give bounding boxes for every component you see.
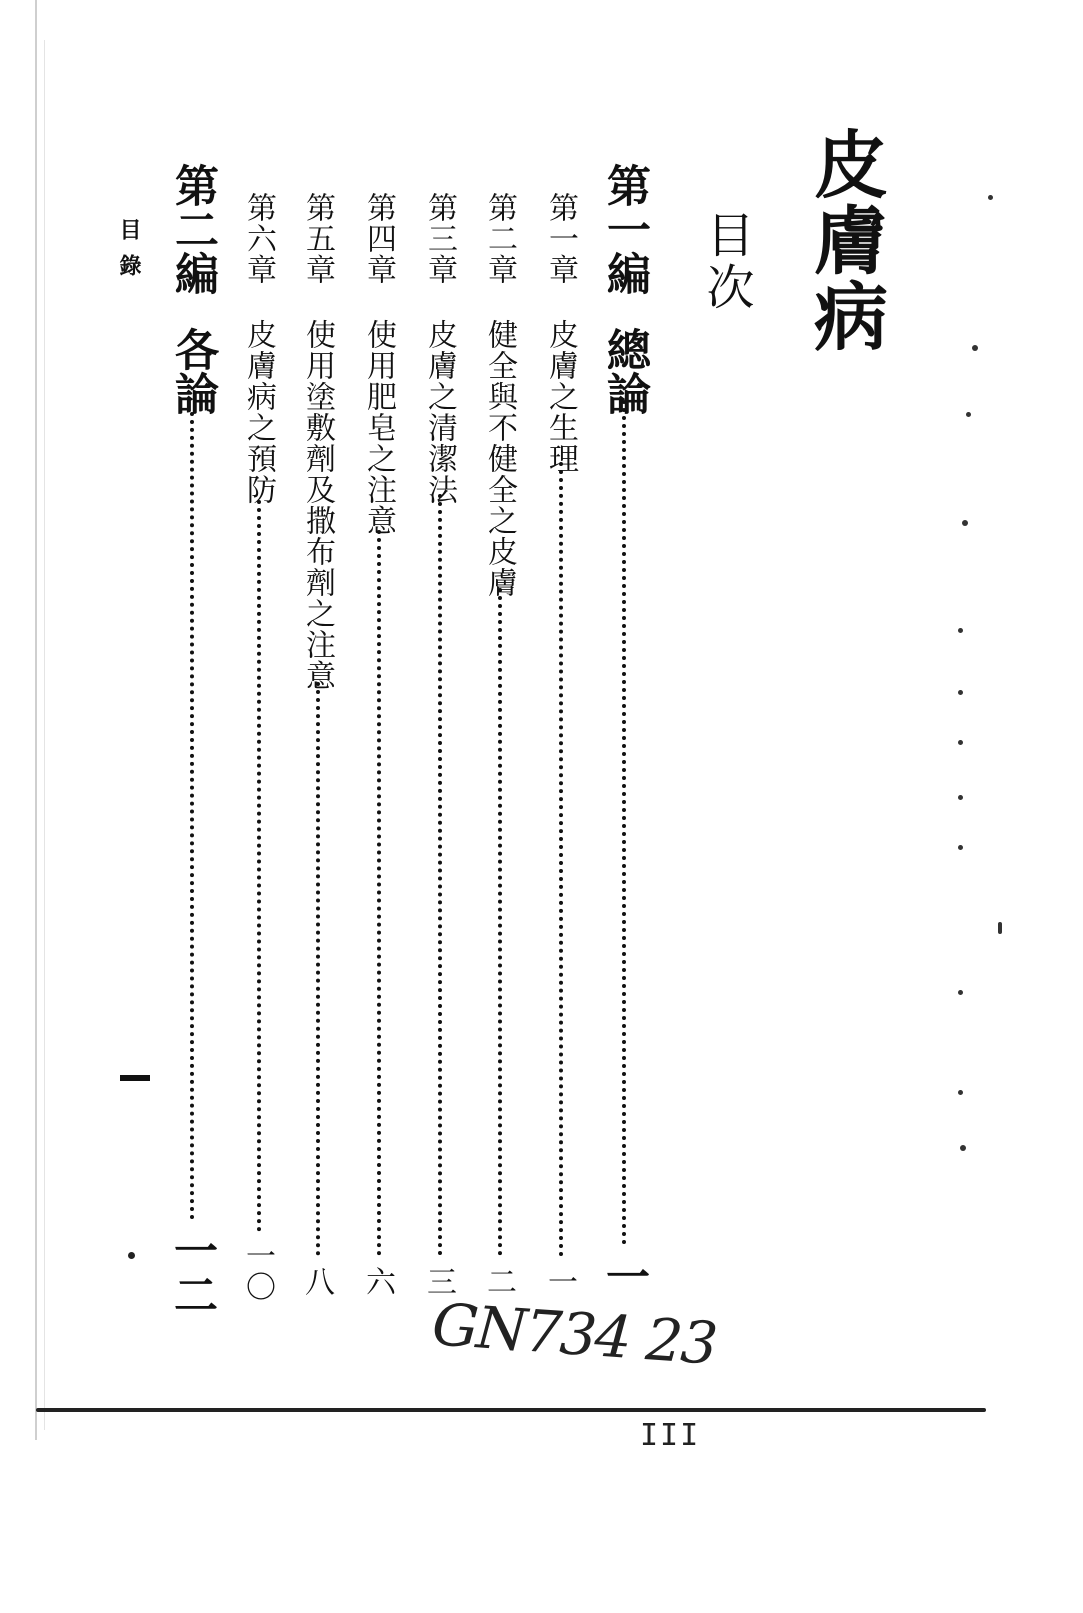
entry-label: 第二章 [482,192,517,285]
toc-entry-chapter-2 [482,192,517,598]
dot-leader [316,682,320,1256]
toc-entry-part-2 [167,163,218,415]
entry-title: 各論 [167,327,218,415]
page-bottom-rule [36,1408,986,1412]
bleed-mark [958,628,963,633]
bleed-mark [958,690,963,695]
entry-label: 第一章 [543,192,578,285]
entry-label: 第四章 [361,192,396,285]
bleed-mark [988,195,993,200]
folio-dot [128,1252,135,1259]
dot-leader [622,400,626,1245]
entry-label: 第一編 [599,163,650,295]
toc-entry-part-1 [599,163,650,415]
bleed-mark [958,845,963,850]
bleed-mark [958,1090,963,1095]
entry-page: 六 [360,1266,395,1297]
dot-leader [498,588,502,1256]
toc-entry-chapter-5 [300,192,335,691]
bleed-mark [960,1145,966,1151]
entry-label: 第五章 [300,192,335,285]
bleed-mark [958,795,963,800]
scan-edge-inner [44,40,45,1430]
bleed-mark [958,740,963,745]
entry-title: 皮膚之清潔法 [422,319,457,505]
bleed-mark [998,922,1002,934]
scan-edge [35,0,37,1440]
toc-entry-chapter-3 [422,192,457,505]
entry-page: 一 [542,1266,577,1297]
bleed-mark [966,412,971,417]
entry-label: 第二編 [167,163,218,295]
folio [118,1060,152,1109]
bleed-mark [972,345,978,351]
bleed-mark [958,990,963,995]
entry-label: 第六章 [241,192,276,285]
entry-title: 使用肥皂之注意 [361,319,396,536]
dot-leader [377,530,381,1256]
library-stamp: III [640,1418,701,1453]
dot-leader [438,494,442,1256]
entry-page: 二 [481,1266,516,1297]
entry-label: 第三章 [422,192,457,285]
entry-page: 三 [421,1266,456,1297]
dot-leader [257,500,261,1232]
toc-entry-chapter-6 [241,192,276,505]
handwritten-call-number: GN734 23 [429,1290,719,1378]
entry-title: 皮膚病之預防 [241,319,276,505]
entry-title: 總論 [599,327,650,415]
dot-leader [559,462,563,1257]
entry-title: 使用塗敷劑及撒布劑之注意 [300,319,335,691]
toc-entry-chapter-1 [543,192,578,474]
entry-page: 八 [299,1266,334,1297]
dot-leader [190,412,194,1220]
bleed-mark [962,520,968,526]
entry-page: 一二 [166,1228,217,1316]
entry-title: 皮膚之生理 [543,319,578,474]
entry-title: 健全與不健全之皮膚 [482,319,517,598]
entry-page: 一〇 [240,1240,275,1302]
book-title: 皮膚病 [802,126,888,354]
toc-heading: 目次 [698,210,754,314]
running-head: 目錄 [116,218,142,290]
toc-entry-chapter-4 [361,192,396,536]
entry-page: 一 [598,1254,649,1298]
